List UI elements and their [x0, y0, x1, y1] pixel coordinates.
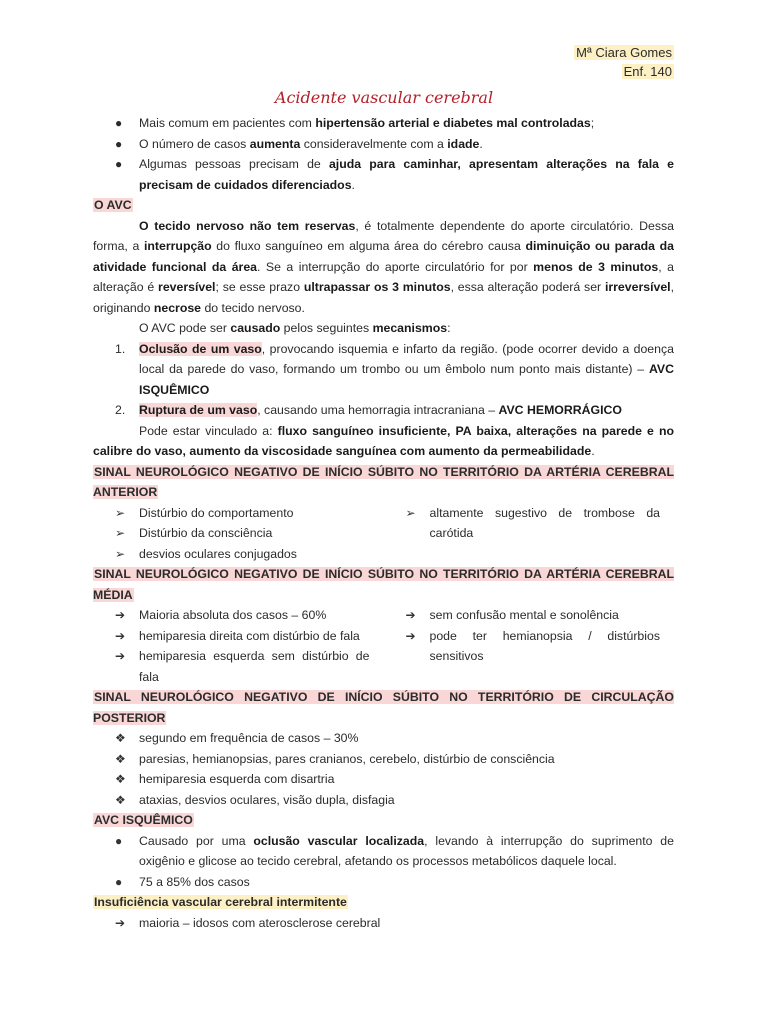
list-item: ● 75 a 85% dos casos: [93, 872, 674, 893]
arrow-right-icon: ➔: [405, 628, 416, 643]
arrowhead-icon: ➢: [115, 546, 126, 561]
arrowhead-icon: ➢: [115, 505, 126, 520]
list-item: ➢ altamente sugestivo de trombose da carótida: [384, 503, 675, 544]
list-item: ❖ paresias, hemianopsias, pares cranianos, cerebelo, distúrbio de consciência: [93, 749, 674, 770]
cause-paragraph: O AVC pode ser causado pelos seguintes mecanismos:: [139, 321, 451, 335]
list-item: ➔ hemiparesia esquerda sem distúrbio de fala: [93, 646, 384, 687]
bullet-icon: ●: [115, 833, 123, 848]
intro-bullet: ● Mais comum em pacientes com hipertensão arterial e diabetes mal controladas;: [93, 113, 674, 134]
bullet-icon: ●: [115, 157, 123, 171]
anterior-list: [93, 503, 674, 565]
list-item: ❖ ataxias, desvios oculares, visão dupla, disfagia: [93, 790, 674, 811]
arrow-right-icon: ➔: [115, 649, 126, 663]
section-heading-media: SINAL NEUROLÓGICO NEGATIVO DE INÍCIO SÚBITO NO TERRITÓRIO DA ARTÉRIA CEREBRAL MÉDIA: [93, 567, 674, 602]
arrow-right-icon: ➔: [115, 628, 126, 643]
list-item: ➢ Distúrbio da consciência: [93, 523, 384, 544]
list-item: ➢ Distúrbio do comportamento: [93, 503, 384, 524]
list-item: ➔ hemiparesia direita com distúrbio de fala: [93, 626, 384, 647]
diamond-icon: ❖: [115, 792, 126, 807]
list-item: ➔ Maioria absoluta dos casos – 60%: [93, 605, 384, 626]
page-title: Acidente vascular cerebral: [274, 88, 494, 107]
arrow-right-icon: ➔: [115, 608, 126, 622]
section-heading-insuficiencia: Insuficiência vascular cerebral intermitente: [94, 895, 347, 909]
list-item: ➔ maioria – idosos com aterosclerose cerebral: [93, 913, 674, 934]
diamond-icon: ❖: [115, 772, 126, 786]
media-list: [93, 605, 674, 687]
list-item: ➔ sem confusão mental e sonolência: [384, 605, 675, 626]
bullet-icon: ●: [115, 874, 123, 889]
author-name: Mª Ciara Gomes: [576, 45, 672, 60]
arrow-right-icon: ➔: [405, 608, 416, 622]
arrow-right-icon: ➔: [115, 915, 126, 930]
bullet-icon: ●: [115, 116, 123, 130]
section-heading-avc: O AVC: [94, 198, 132, 212]
arrowhead-icon: ➢: [115, 526, 126, 540]
document-body: [93, 113, 674, 933]
linked-paragraph: Pode estar vinculado a: fluxo sanguíneo insuficiente, PA baixa, alterações na parede e no calibre do vaso, aumento da viscosidade sanguínea com aumento da permeabilidade.: [93, 423, 675, 458]
list-item: ❖ hemiparesia esquerda com disartria: [93, 769, 674, 790]
intro-bullet: ● O número de casos aumenta consideravelmente com a idade.: [93, 134, 674, 155]
list-item: ● Causado por uma oclusão vascular localizada, levando à interrupção do suprimento de oxigênio e glicose ao tecido cerebral, afetando os processos metabólicos daquele local.: [93, 831, 674, 872]
avc-paragraph: O tecido nervoso não tem reservas, é totalmente dependente do aporte circulatório. Dessa forma, a interrupção do fluxo sanguíneo em alguma área do cérebro causa diminuição ou parada da atividade funcional da área. Se a interrupção do aporte circulatório for por menos de 3 minutos, a alteração é reversível; se esse prazo ultrapassar os 3 minutos, essa alteração poderá ser irreversível, originando necrose do tecido nervoso.: [93, 218, 675, 315]
intro-bullet: ● Algumas pessoas precisam de ajuda para caminhar, apresentam alterações na fala e precisam de cuidados diferenciados.: [93, 154, 674, 195]
section-heading-isquemico: AVC ISQUÊMICO: [94, 813, 193, 827]
list-item: ❖ segundo em frequência de casos – 30%: [93, 728, 674, 749]
arrowhead-icon: ➢: [405, 505, 416, 520]
section-heading-posterior: SINAL NEUROLÓGICO NEGATIVO DE INÍCIO SÚBITO NO TERRITÓRIO DE CIRCULAÇÃO POSTERIOR: [93, 690, 674, 725]
mechanism-item: 1. Oclusão de um vaso, provocando isquemia e infarto da região. (pode ocorrer devido a doença local da parede do vaso, formando um trombo ou um êmbolo num ponto mais distante) – AVC ISQUÊMICO: [115, 341, 674, 397]
bullet-icon: ●: [115, 136, 123, 151]
author-class: Enf. 140: [623, 64, 672, 79]
list-item: ➢ desvios oculares conjugados: [93, 544, 384, 565]
list-item: ➔ pode ter hemianopsia / distúrbios sensitivos: [384, 626, 675, 667]
mechanism-item: 2. Ruptura de um vaso, causando uma hemorragia intracraniana – AVC HEMORRÁGICO: [115, 403, 622, 417]
diamond-icon: ❖: [115, 731, 126, 745]
section-heading-anterior: SINAL NEUROLÓGICO NEGATIVO DE INÍCIO SÚBITO NO TERRITÓRIO DA ARTÉRIA CEREBRAL ANTERIOR: [93, 464, 674, 499]
diamond-icon: ❖: [115, 751, 126, 766]
author-block: [574, 43, 674, 81]
